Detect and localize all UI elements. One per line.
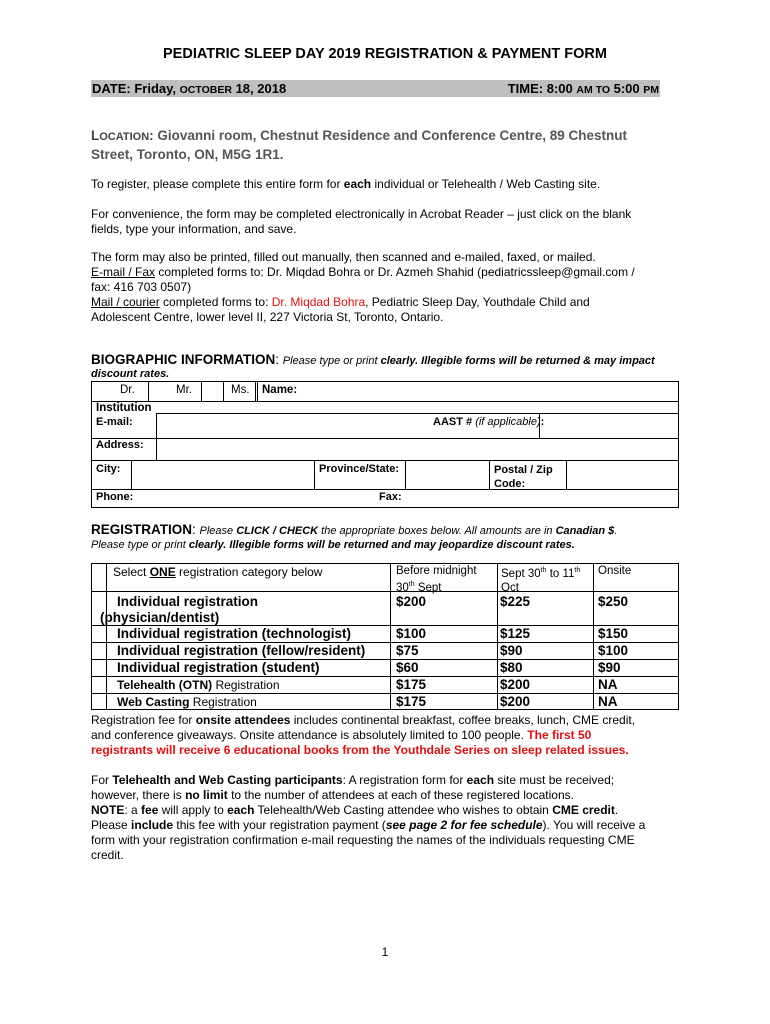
title-dr[interactable]: Dr. xyxy=(120,384,135,396)
form-title: PEDIATRIC SLEEP DAY 2019 REGISTRATION & PAYMENT FORM xyxy=(163,46,607,62)
checkbox-fellow[interactable] xyxy=(93,644,105,658)
checkbox-student[interactable] xyxy=(93,661,105,675)
intro-paragraph-1: To register, please complete this entire form for each individual or Telehealth / Web Casting site. xyxy=(91,177,601,191)
onsite-header: Onsite xyxy=(598,565,632,577)
price-mid: $80 xyxy=(500,660,523,675)
price-early: $100 xyxy=(396,626,427,641)
price-onsite: $90 xyxy=(598,660,621,675)
address-field[interactable] xyxy=(158,440,676,459)
email-fax-link: E-mail / Fax xyxy=(91,265,156,279)
address-label: Address: xyxy=(96,439,144,451)
price-early: $175 xyxy=(396,694,427,709)
price-onsite: $150 xyxy=(598,626,629,641)
checkbox-technologist[interactable] xyxy=(93,627,105,641)
intro-paragraph-2: For convenience, the form may be completed electronically in Acrobat Reader – just click on the blank fields, type your information, and save. xyxy=(91,207,632,236)
table-row: Web Casting Registration xyxy=(117,695,257,709)
price-onsite: NA xyxy=(598,677,618,692)
aast-field[interactable] xyxy=(541,415,677,437)
date-time-bar xyxy=(91,80,660,97)
price-onsite: $100 xyxy=(598,643,629,658)
onsite-paragraph: Registration fee for onsite attendees includes continental breakfast, coffee breaks, lunch, CME credit, and conference giveaways. Onsite attendance is absolutely limited to 100 people. The first 50 registrants will receive 6 educational books from the Youthdale Series on sleep related issues. xyxy=(91,713,636,757)
table-row: Individual registration (student) xyxy=(117,660,320,675)
table-row: Individual registration (physician/dentist) xyxy=(100,594,259,625)
price-mid: $90 xyxy=(500,643,523,658)
price-mid: $200 xyxy=(500,694,531,709)
fax-field[interactable] xyxy=(412,491,676,507)
title-mr[interactable]: Mr. xyxy=(176,384,192,396)
location: LOCATION: Giovanni room, Chestnut Residence and Conference Centre, 89 Chestnut Street, Toronto, ON, M5G 1R1. xyxy=(91,128,627,162)
event-date: DATE: Friday, OCTOBER 18, 2018 xyxy=(92,81,287,96)
name-label: Name: xyxy=(262,384,298,396)
phone-field[interactable] xyxy=(152,491,372,507)
telehealth-paragraph: For Telehealth and Web Casting participants: A registration form for each site must be received; however, there is no limit to the number of attendees at each of these registered locations. NOTE: a fee will apply to each Telehealth/Web Casting attendee who wishes to obtain CME credit. Please include this fee with your registration payment (see page 2 for fee schedule). You will receive a form with your registration confirmation e-mail requesting the names of the individuals requesting CME credit. xyxy=(91,773,646,862)
province-field[interactable] xyxy=(407,462,488,488)
price-mid: $200 xyxy=(500,677,531,692)
fax-label: Fax: xyxy=(379,491,402,503)
aast-label: AAST # (if applicable): xyxy=(433,416,545,428)
city-label: City: xyxy=(96,463,121,475)
title-ms[interactable]: Ms. xyxy=(231,384,250,396)
table-row: Telehealth (OTN) Registration xyxy=(117,678,280,692)
province-label: Province/State: xyxy=(319,463,400,475)
page-number: 1 xyxy=(381,945,389,959)
postal-label: Postal / Zip Code: xyxy=(494,464,553,490)
phone-label: Phone: xyxy=(96,491,134,503)
price-early: $175 xyxy=(396,677,427,692)
price-early: $75 xyxy=(396,643,419,658)
price-early: $60 xyxy=(396,660,419,675)
registration-heading: REGISTRATION: Please CLICK / CHECK the appropriate boxes below. All amounts are in Canadian $. Please type or print clearly. Illegible forms will be returned and may jeopardize discount rates. xyxy=(91,522,618,551)
registration-table xyxy=(91,563,679,710)
table-row: Individual registration (fellow/resident) xyxy=(117,643,366,658)
checkbox-telehealth[interactable] xyxy=(93,678,105,692)
mid-header: Sept 30th to 11th Oct xyxy=(501,567,581,594)
table-row: Individual registration (technologist) xyxy=(117,626,352,641)
bio-form-table xyxy=(91,381,679,508)
price-early: $200 xyxy=(396,594,427,609)
checkbox-webcasting[interactable] xyxy=(93,695,105,708)
select-category-header: Select ONE registration category below xyxy=(113,565,323,579)
price-onsite: NA xyxy=(598,694,618,709)
name-field[interactable] xyxy=(312,383,676,400)
price-mid: $225 xyxy=(500,594,531,609)
intro-paragraph-3: The form may also be printed, filled out manually, then scanned and e-mailed, faxed, or mailed. E-mail / Fax completed forms to: Dr. Miqdad Bohra or Dr. Azmeh Shahid (pediatricssleep@gmail.com / fax: 416 703 0507) Mail / courier completed forms to: Dr. Miqdad Bohra, Pediatric Sleep Day, Youthdale Child and Adolescent Centre, lower level II, 227 Victoria St, Toronto, Ontario. xyxy=(91,250,635,324)
early-header: Before midnight 30th Sept xyxy=(396,565,477,594)
postal-field[interactable] xyxy=(568,462,677,488)
bio-heading: BIOGRAPHIC INFORMATION: Please type or print clearly. Illegible forms will be returned & may impact discount rates. xyxy=(91,352,655,380)
price-onsite: $250 xyxy=(598,594,629,609)
city-field[interactable] xyxy=(133,462,313,488)
institution-label: Institution xyxy=(96,402,152,414)
event-time: TIME: 8:00 AM TO 5:00 PM xyxy=(507,81,659,96)
email-label: E-mail: xyxy=(96,416,133,428)
price-mid: $125 xyxy=(500,626,531,641)
